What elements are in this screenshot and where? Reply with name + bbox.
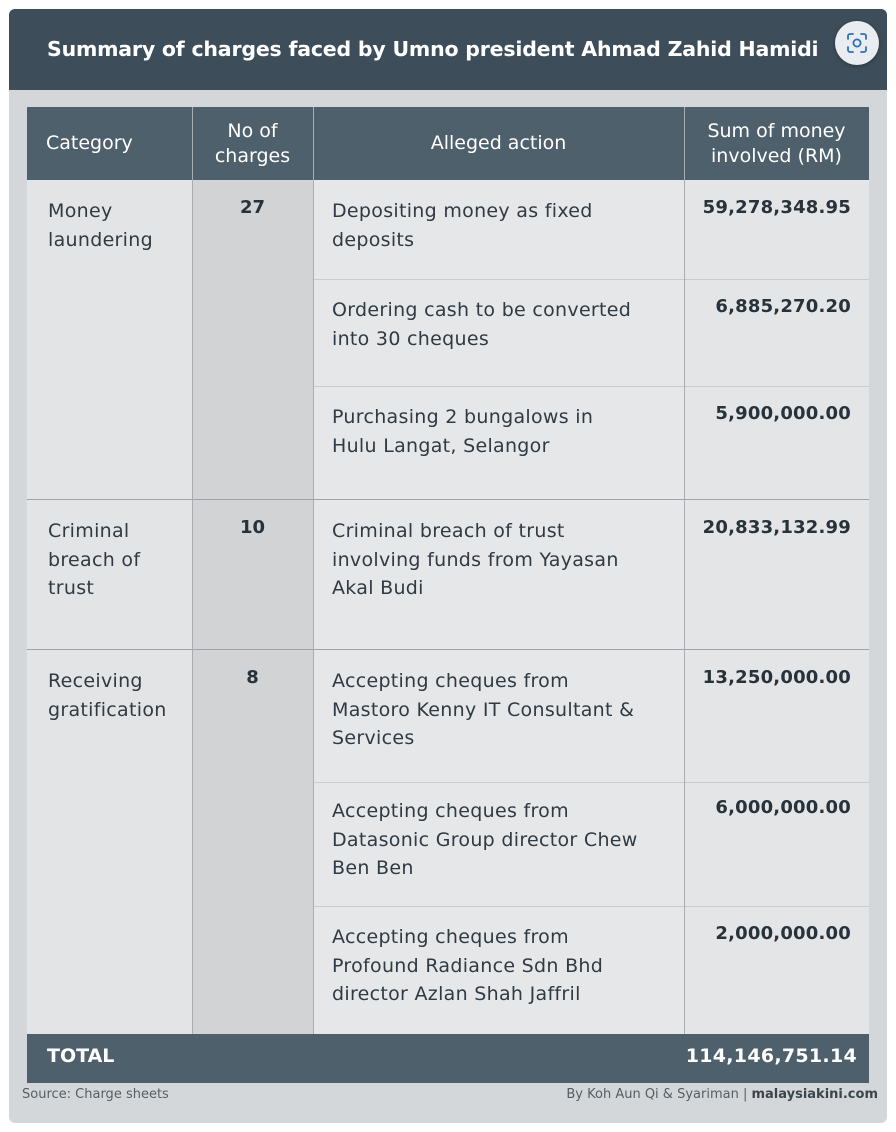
total-row: [27, 1034, 869, 1083]
row-divider: [313, 386, 869, 387]
action-text: Criminal breach of trust involving funds from Yayasan Akal Budi: [332, 520, 619, 599]
column-divider: [313, 107, 314, 1034]
header-charges: [192, 107, 313, 180]
table-row: [313, 279, 684, 386]
charges-count: 10: [239, 517, 266, 538]
header-action: [313, 107, 684, 180]
charges-cell: [192, 650, 313, 1034]
row-divider: [313, 906, 869, 907]
action-text: Ordering cash to be converted into 30 cheques: [332, 299, 632, 350]
category-label: Criminal breach of trust: [48, 520, 141, 599]
header-action-label: Alleged action: [430, 132, 567, 154]
sum-cell: [684, 906, 869, 1034]
byline-authors: By Koh Aun Qi & Syariman |: [566, 1087, 748, 1102]
table-row: [313, 500, 684, 650]
action-text: Purchasing 2 bungalows in Hulu Langat, Selangor: [332, 406, 594, 457]
charges-table: [27, 107, 869, 1083]
table-row: [313, 782, 684, 906]
action-text: Accepting cheques from Profound Radiance Sdn Bhd director Azlan Shah Jaffril: [332, 926, 604, 1005]
sum-value: 13,250,000.00: [702, 667, 851, 688]
category-label: Receiving gratification: [48, 670, 167, 721]
visual-search-button[interactable]: [835, 21, 879, 65]
header-charges-line1: No of: [227, 119, 278, 142]
sum-cell: [684, 279, 869, 386]
table-row: [313, 650, 684, 782]
action-text: Accepting cheques from Mastoro Kenny IT Consultant & Services: [332, 670, 635, 749]
page-title: Summary of charges faced by Umno president Ahmad Zahid Hamidi: [47, 37, 819, 61]
category-cell: [27, 650, 192, 1034]
group-divider: [27, 499, 869, 500]
source-note: Source: Charge sheets: [22, 1087, 169, 1102]
category-label: Money laundering: [48, 200, 153, 251]
sum-value: 59,278,348.95: [702, 197, 851, 218]
charges-cell: [192, 500, 313, 650]
category-cell: [27, 500, 192, 650]
charges-count: 27: [239, 197, 266, 218]
action-text: Depositing money as fixed deposits: [332, 200, 593, 251]
byline: [566, 1087, 878, 1102]
title-bar: [9, 9, 887, 90]
header-sum-line1: Sum of money: [707, 119, 846, 142]
sum-cell: [684, 650, 869, 782]
header-category: [27, 107, 192, 180]
sum-value: 6,000,000.00: [715, 797, 851, 818]
header-sum-line2: involved (RM): [711, 144, 842, 167]
table-row: [313, 386, 684, 500]
sum-value: 6,885,270.20: [715, 296, 851, 317]
table-row: [313, 180, 684, 279]
sum-value: 5,900,000.00: [715, 403, 851, 424]
header-charges-line2: charges: [214, 144, 291, 167]
column-divider: [684, 107, 685, 1034]
row-divider: [313, 279, 869, 280]
action-text: Accepting cheques from Datasonic Group director Chew Ben Ben: [332, 800, 638, 879]
sum-cell: [684, 386, 869, 500]
total-label: TOTAL: [47, 1045, 115, 1067]
site-link[interactable]: malaysiakini.com: [751, 1087, 878, 1102]
sum-value: 2,000,000.00: [715, 923, 851, 944]
group-divider: [27, 649, 869, 650]
category-cell: [27, 180, 192, 500]
sum-cell: [684, 782, 869, 906]
visual-search-icon: [846, 32, 868, 54]
charges-cell: [192, 180, 313, 500]
charges-count: 8: [246, 667, 259, 688]
sum-cell: [684, 500, 869, 650]
sum-cell: [684, 180, 869, 279]
infographic-card: [9, 9, 887, 1123]
header-sum: [684, 107, 869, 180]
row-divider: [313, 782, 869, 783]
sum-value: 20,833,132.99: [702, 517, 851, 538]
column-divider: [192, 107, 193, 1034]
table-row: [313, 906, 684, 1034]
total-value: 114,146,751.14: [685, 1045, 857, 1067]
header-category-label: Category: [46, 132, 133, 154]
